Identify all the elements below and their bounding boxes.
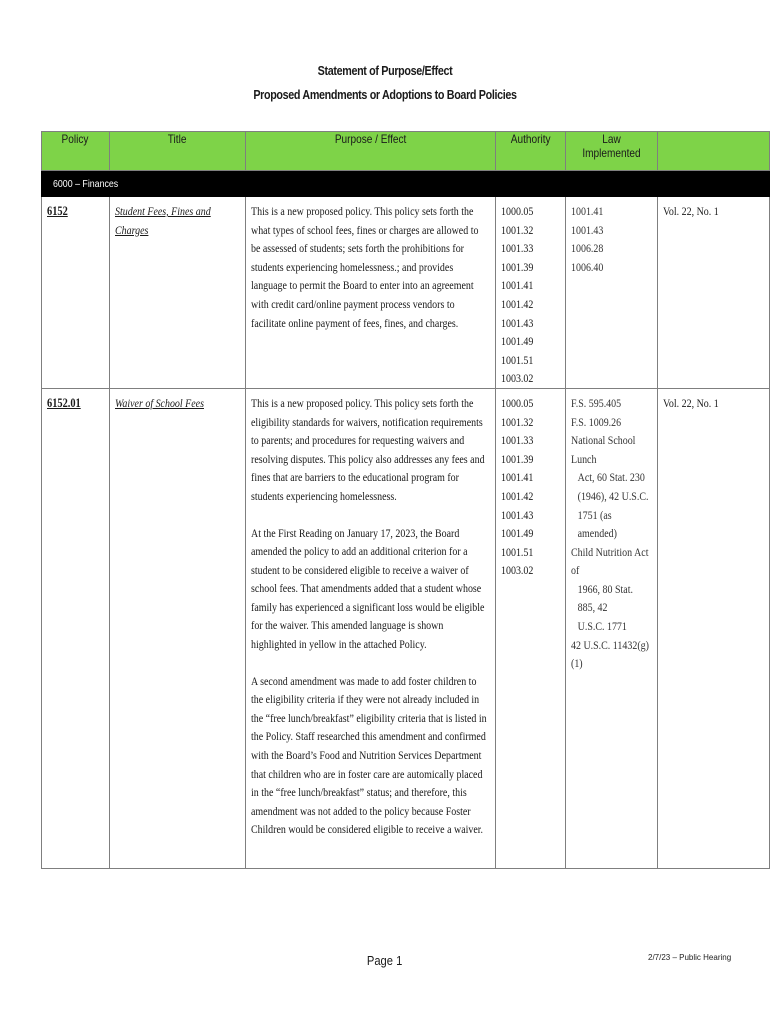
law-item: (1946), 42 U.S.C. [577,488,649,503]
policy-number-cell [42,388,110,868]
table-header-row [42,132,770,171]
volume-cell [658,388,770,868]
law-item: 1966, 80 Stat. 885, 42 [577,581,633,615]
law-item: 1006.28 [571,241,604,256]
authority-item: 1001.43 [501,507,534,522]
authority-item: 1001.42 [501,296,534,311]
volume-cell [658,197,770,389]
authority-item: 1001.51 [501,544,534,559]
purpose-cell [246,388,496,868]
authority-item: 1001.32 [501,222,534,237]
volume-text: Vol. 22, No. 1 [663,395,719,410]
policy-title-link[interactable]: Student Fees, Fines and Charges [115,204,211,237]
authority-item: 1001.39 [501,451,534,466]
document-subtitle: Proposed Amendments or Adoptions to Board Policies [253,88,517,102]
header-title: Title [110,132,246,171]
law-implemented-cell [566,388,658,868]
authority-item: 1001.43 [501,315,534,330]
authority-item: 1001.49 [501,334,534,349]
header-law-implemented: Law Implemented [566,132,658,171]
table-row [42,388,770,868]
law-item: F.S. 1009.26 [571,414,622,429]
authority-item: 1003.02 [501,371,534,386]
law-item: 1001.43 [571,222,604,237]
authority-item: 1001.49 [501,526,534,541]
policy-title-cell [110,197,246,389]
policy-table [41,131,770,869]
section-label: 6000 – Finances [42,171,770,197]
authority-item: 1001.51 [501,352,534,367]
header-blank [658,132,770,171]
law-item: 42 U.S.C. 11432(g)(1) [571,637,649,671]
authority-item: 1001.42 [501,488,534,503]
purpose-paragraph: A second amendment was made to add foster children to the eligibility criteria if they were not already included in the “free lunch/breakfast” eligibility criteria that is listed in the Policy. Staff researched this amendment and confirmed with the Board’s Food and Nutrition Services Department that children who are in foster care are automically placed in the “free lunch/breakfast” status; and therefore, this amendment was not added to the policy because Foster Children would be considered eligible to receive a waiver. [251,673,487,837]
authority-item: 1001.33 [501,241,534,256]
policy-number-cell [42,197,110,389]
header-policy: Policy [42,132,110,171]
purpose-paragraph: This is a new proposed policy. This policy sets forth the what types of school fees, fines or charges are allowed to be assessed of students; sets forth the prohibitions for students experiencing homelessness.; and provides language to permit the Board to enter into an agreement with credit card/online payment process vendors to facilitate online payment of fees, fines, and charges. [251,204,479,330]
authority-cell [496,388,566,868]
page-number: Page 1 [367,953,403,968]
law-item: 1751 (as amended) [577,507,617,541]
document-title: Statement of Purpose/Effect [317,64,453,78]
law-item: U.S.C. 1771 [577,619,627,634]
authority-item: 1001.39 [501,259,534,274]
law-item: 1006.40 [571,259,604,274]
purpose-cell [246,197,496,389]
policy-title-link[interactable]: Waiver of School Fees [115,395,204,410]
policy-number-link[interactable]: 6152.01 [47,395,81,410]
authority-item: 1000.05 [501,204,534,218]
policy-number-link[interactable]: 6152 [47,204,68,218]
law-item: F.S. 595.405 [571,395,622,410]
authority-item: 1001.32 [501,414,534,429]
authority-item: 1000.05 [501,395,534,410]
policy-title-cell [110,388,246,868]
law-item: National School Lunch [571,433,636,466]
law-implemented-cell [566,197,658,389]
law-item: Act, 60 Stat. 230 [577,470,645,485]
header-purpose-effect: Purpose / Effect [246,132,496,171]
footer-note: 2/7/23 – Public Hearing [648,953,732,962]
authority-item: 1001.33 [501,433,534,448]
authority-item: 1001.41 [501,278,534,293]
purpose-paragraph: At the First Reading on January 17, 2023, the Board amended the policy to add an additional criterion for a student to be considered eligible to receive a waiver of school fees. That amendments added that a student whose family has experienced a significant loss would be eligible for the waiver. This amended language is shown highlighted in yellow in the attached Policy. [251,525,485,652]
section-row [42,171,770,197]
authority-cell [496,197,566,389]
header-authority: Authority [496,132,566,171]
law-item: Child Nutrition Act of [571,544,649,578]
authority-item: 1001.41 [501,470,534,485]
purpose-paragraph: This is a new proposed policy. This policy sets forth the eligibility standards for waivers, notification requirements to parents; and procedures for requesting waivers and resolving disputes. This policy also addresses any fees and fines that are barriers to the educational program for students experiencing homelessness. [251,395,485,503]
table-row [42,197,770,389]
law-item: 1001.41 [571,204,604,218]
volume-text: Vol. 22, No. 1 [663,204,719,218]
authority-item: 1003.02 [501,563,534,578]
